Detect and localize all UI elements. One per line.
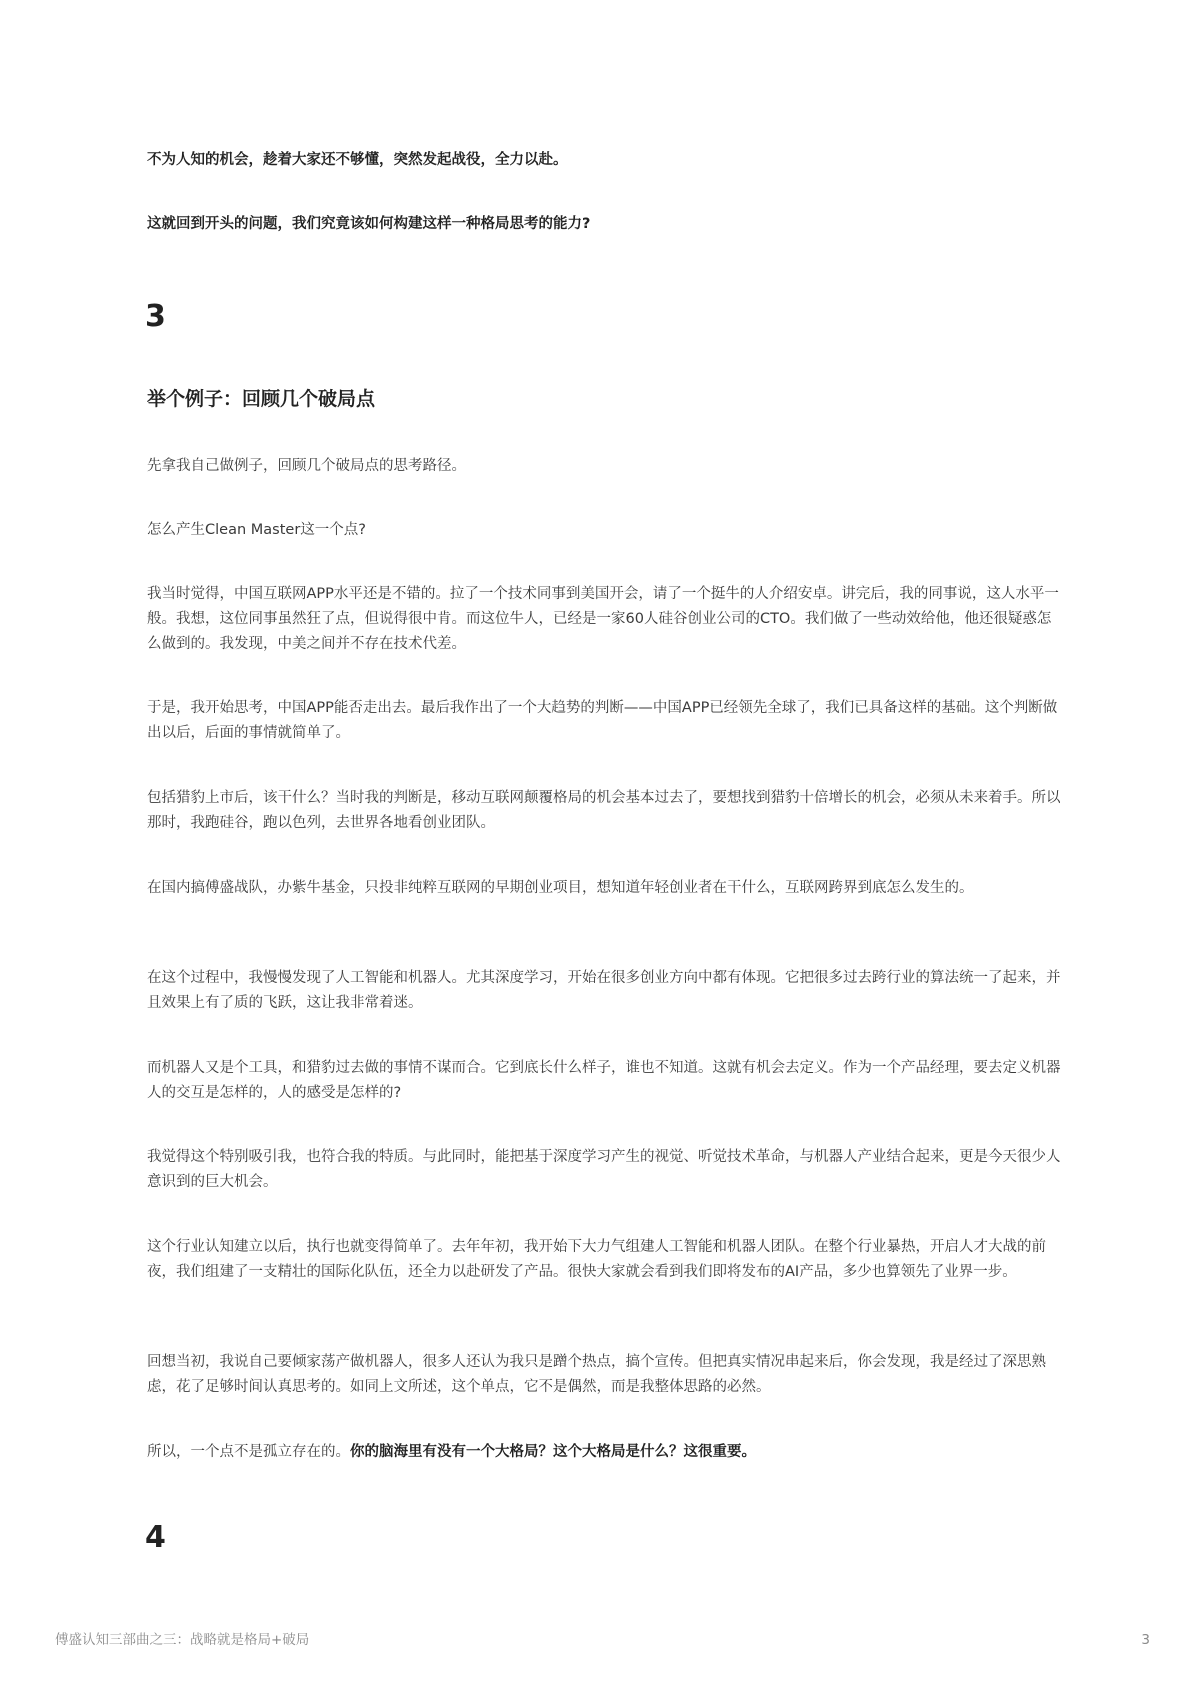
closing-paragraph <box>147 1440 1063 1465</box>
paragraph: 于是，我开始思考，中国APP能否走出去。最后我作出了一个大趋势的判断——中国APP已经领先全球了，我们已具备这样的基础。这个判断做出以后，后面的事情就简单了。 <box>147 700 1058 741</box>
paragraph: 我当时觉得，中国互联网APP水平还是不错的。拉了一个技术同事到美国开会，请了一个挺牛的人介绍安卓。讲完后，我的同事说，这人水平一般。我想，这位同事虽然狂了点，但说得很中肯。而这位牛人，已经是一家60人硅谷创业公司的CTO。我们做了一些动效给他，他还很疑惑怎么做到的。我发现，中美之间并不存在技术代差。 <box>147 586 1059 652</box>
section-number-4: 4 <box>145 1520 166 1555</box>
intro-paragraph-2: 这就回到开头的问题，我们究竟该如何构建这样一种格局思考的能力? <box>147 216 591 232</box>
paragraph: 在国内搞傅盛战队，办紫牛基金，只投非纯粹互联网的早期创业项目，想知道年轻创业者在干什么，互联网跨界到底怎么发生的。 <box>147 880 974 896</box>
closing-plain-text: 所以，一个点不是孤立存在的。 <box>147 1444 350 1460</box>
paragraph: 回想当初，我说自己要倾家荡产做机器人，很多人还认为我只是蹭个热点，搞个宣传。但把真实情况串起来后，你会发现，我是经过了深思熟虑，花了足够时间认真思考的。如同上文所述，这个单点，它不是偶然，而是我整体思路的必然。 <box>147 1354 1046 1395</box>
paragraph: 而机器人又是个工具，和猎豹过去做的事情不谋而合。它到底长什么样子，谁也不知道。这就有机会去定义。作为一个产品经理，要去定义机器人的交互是怎样的，人的感受是怎样的? <box>147 1060 1061 1101</box>
paragraph: 包括猎豹上市后，该干什么？当时我的判断是，移动互联网颠覆格局的机会基本过去了，要想找到猎豹十倍增长的机会，必须从未来着手。所以那时，我跑硅谷，跑以色列，去世界各地看创业团队。 <box>147 790 1061 831</box>
intro-paragraph-1: 不为人知的机会，趁着大家还不够懂，突然发起战役，全力以赴。 <box>147 152 568 168</box>
paragraph: 我觉得这个特别吸引我，也符合我的特质。与此同时，能把基于深度学习产生的视觉、听觉技术革命，与机器人产业结合起来，更是今天很少人意识到的巨大机会。 <box>147 1149 1061 1190</box>
closing-bold-text: 你的脑海里有没有一个大格局？这个大格局是什么？这很重要。 <box>350 1444 756 1460</box>
paragraph: 先拿我自己做例子，回顾几个破局点的思考路径。 <box>147 458 466 474</box>
page-number: 3 <box>1141 1632 1150 1648</box>
paragraph: 在这个过程中，我慢慢发现了人工智能和机器人。尤其深度学习，开始在很多创业方向中都有体现。它把很多过去跨行业的算法统一了起来，并且效果上有了质的飞跃，这让我非常着迷。 <box>147 970 1061 1011</box>
footer-title: 傅盛认知三部曲之三：战略就是格局+破局 <box>55 1632 310 1648</box>
section-number-3: 3 <box>145 299 166 334</box>
paragraph: 这个行业认知建立以后，执行也就变得简单了。去年年初，我开始下大力气组建人工智能和机器人团队。在整个行业暴热，开启人才大战的前夜，我们组建了一支精壮的国际化队伍，还全力以赴研发了产品。很快大家就会看到我们即将发布的AI产品，多少也算领先了业界一步。 <box>147 1239 1046 1280</box>
section-subheading: 举个例子：回顾几个破局点 <box>147 388 376 410</box>
paragraph: 怎么产生Clean Master这一个点? <box>147 522 366 538</box>
